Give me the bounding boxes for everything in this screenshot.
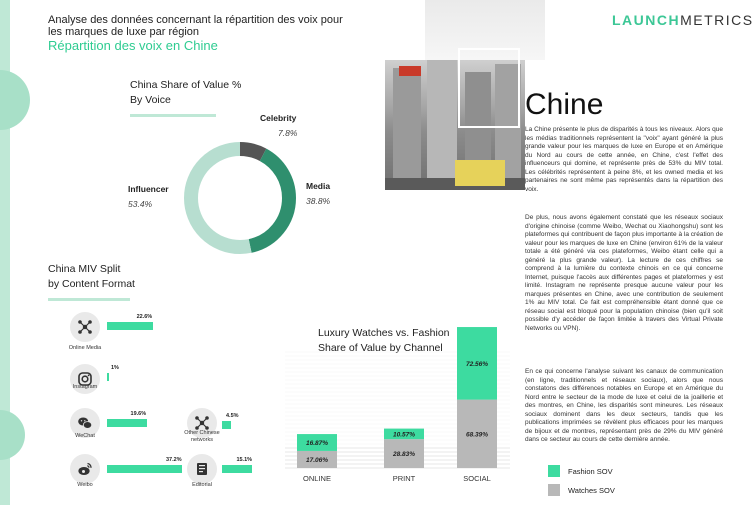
bar-label-print-fashion: 10.57% xyxy=(392,431,416,439)
logo-part-2: METRICS xyxy=(680,12,754,28)
donut-value-celebrity: 7.8% xyxy=(278,128,298,138)
bar-label-online-fashion: 16.87% xyxy=(305,440,329,448)
stacked-title-line-1: Luxury Watches vs. Fashion xyxy=(318,327,450,339)
photo-frame xyxy=(458,48,520,128)
miv-label-wechat: WeChat xyxy=(75,433,95,439)
article-paragraph-3: En ce qui concerne l'analyse suivant les canaux de communication (en ligne, traditionnels et réseaux sociaux), alors que nous constatons des différences notables en Europe et en Amérique du Nord entre le secteur de la mode de luxe et celui de la joaillerie et des montres, en Chine, les disparités sont mineures. Les réseaux sociaux dominent dans les deux secteurs, tandis que les publications imprimées se révèlent plus efficaces pour les marques de bijoux et de montres, représentant près de 29% du MIV généré dans ce secteur au cours de cette dernière année. xyxy=(525,368,723,443)
donut-title-line-2: By Voice xyxy=(130,94,171,106)
decorative-circle xyxy=(0,410,25,460)
miv-title-line-2: by Content Format xyxy=(48,278,135,290)
bar-label-social-watches: 68.39% xyxy=(465,431,489,439)
donut-label-celebrity: Celebrity xyxy=(260,113,297,123)
donut-value-media: 38.8% xyxy=(306,196,331,206)
legend-swatch-watches xyxy=(548,484,560,496)
donut-chart-title xyxy=(130,78,241,108)
miv-bar-online-media xyxy=(107,322,153,330)
legend-swatch-fashion xyxy=(548,465,560,477)
miv-value-wechat: 19.6% xyxy=(130,411,147,417)
article-paragraph-2: De plus, nous avons également constaté que les réseaux sociaux d'origine chinoise (comme Weibo, Wechat ou Xiaohongshu) sont les plateformes qui contribuent de façon plus importante à la création de valeur pour les marques de luxe en Chine (environ 61% de la valeur totale a été généré via ces plateformes, Weibo étant celle qui a généré la plus grande valeur). La lecture de ces chiffres se comprend à la lumière du contexte chinois en ce qui concerne Internet, puisque l'accès aux différentes pages et plateformes y est limité. Instagram ne représente presque aucune valeur pour les marques présentes en Chine, avec une contribution de seulement 1% au MIV total. Ce fait est compréhensible étant donné que ce réseau social est bloqué pour la population chinoise (bien qu'il soit possible d'y accéder de façon limitée à travers des Virtual Private Networks ou VPN). xyxy=(525,214,723,332)
miv-label-online-media: Online Media xyxy=(68,345,102,351)
donut-label-media: Media xyxy=(306,181,331,191)
donut-title-line-1: China Share of Value % xyxy=(130,79,242,91)
miv-value-weibo: 37.2% xyxy=(166,457,182,463)
weibo-icon xyxy=(70,454,100,484)
page-subtitle: Répartition des voix en Chine xyxy=(48,38,218,53)
miv-value-other-chinese-networks: 4.5% xyxy=(226,413,239,419)
miv-title-line-1: China MIV Split xyxy=(48,263,121,275)
miv-bar-wechat xyxy=(107,419,147,427)
miv-value-editorial: 15.1% xyxy=(236,457,253,463)
miv-label-instagram: Instagram xyxy=(72,384,98,390)
category-label-social: SOCIAL xyxy=(463,474,491,483)
miv-bar-weibo xyxy=(107,465,182,473)
decorative-circle xyxy=(0,70,30,130)
category-label-online: ONLINE xyxy=(303,474,331,483)
article-heading: Chine xyxy=(525,88,604,121)
bar-label-print-watches: 28.83% xyxy=(392,451,416,459)
miv-bar-instagram xyxy=(107,373,109,381)
legend-label-fashion: Fashion SOV xyxy=(568,467,613,476)
network-icon xyxy=(70,312,100,342)
left-accent-strip xyxy=(0,0,10,505)
category-label-print: PRINT xyxy=(392,474,416,483)
stacked-bar-chart xyxy=(285,340,525,490)
miv-value-instagram: 1% xyxy=(111,365,119,371)
donut-label-influencer: Influencer xyxy=(128,184,169,194)
miv-label-weibo: Weibo xyxy=(77,482,93,488)
donut-value-influencer: 53.4% xyxy=(128,199,153,209)
miv-bar-editorial xyxy=(222,465,252,473)
miv-value-online-media: 22.6% xyxy=(136,314,153,320)
legend-label-watches: Watches SOV xyxy=(568,486,615,495)
editorial-icon xyxy=(187,454,217,484)
miv-chart-title xyxy=(48,262,135,292)
bar-label-online-watches: 17.06% xyxy=(305,456,329,464)
title-underline xyxy=(48,298,130,301)
stacked-title-line-2: Share of Value by Channel xyxy=(318,342,443,354)
launchmetrics-logo xyxy=(612,12,754,28)
title-underline xyxy=(130,114,216,117)
miv-label-editorial: Editorial xyxy=(192,482,212,488)
page-title: Analyse des données concernant la répartition des voix pour les marques de luxe par région xyxy=(48,14,343,38)
bar-label-social-fashion: 72.56% xyxy=(465,360,489,368)
miv-label-other-chinese-networks: Other Chinese networks xyxy=(184,430,220,443)
article-paragraph-1: La Chine présente le plus de disparités à tous les niveaux. Alors que les médias traditionnels représentent la "voix" ayant généré la plus grande valeur pour les marques de luxe en Europe et en Amérique du Nord au cours de cette année, en Chine, c'est l'effet des influenceurs qui domine, et représente près de 53% du MIV total. Les célébrités représentent à peine 8%, et les owned media et les partenaires ne sont même pas représentés dans la répartition des voix. xyxy=(525,126,723,193)
logo-part-1: LAUNCH xyxy=(612,12,681,28)
miv-bar-other-chinese-networks xyxy=(222,421,231,429)
donut-chart xyxy=(180,138,300,258)
